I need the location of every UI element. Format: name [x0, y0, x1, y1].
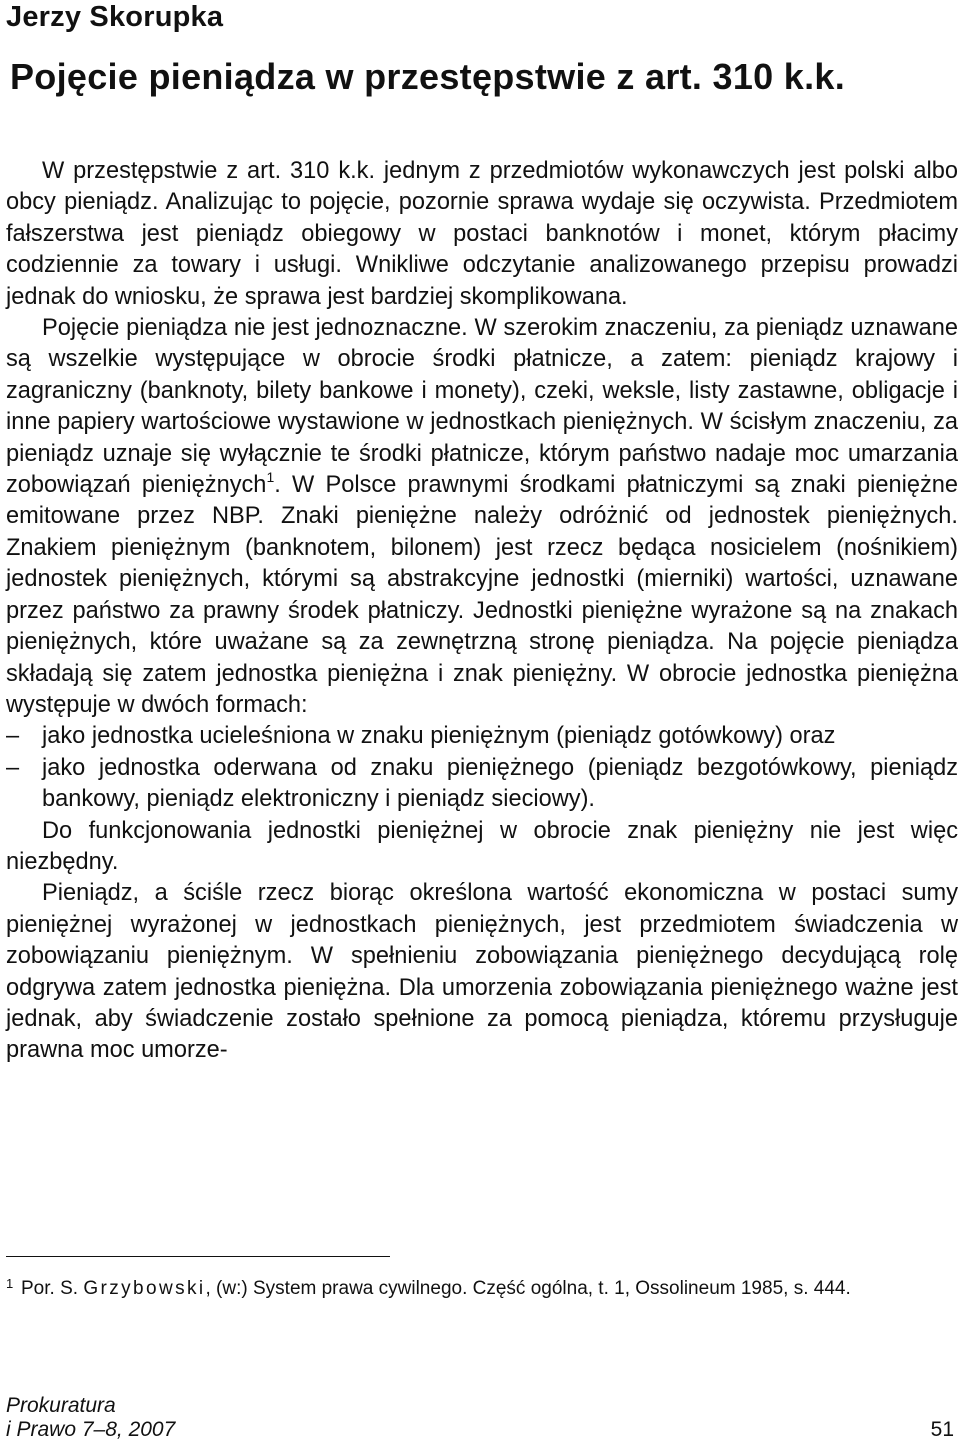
list-item	[6, 753, 958, 816]
journal-name-line2: i Prawo 7–8, 2007	[6, 1418, 176, 1441]
footnote-author: Grzybowski	[83, 1278, 206, 1299]
list-item-text: jako jednostka ucieleśniona w znaku pieniężnym (pieniądz gotówkowy) oraz	[42, 723, 836, 750]
page-number: 51	[930, 1418, 954, 1441]
footnote-separator	[6, 1256, 390, 1257]
paragraph-obligation: Pieniądz, a ściśle rzecz biorąc określona wartość ekonomiczna w postaci sumy pieniężnej wyrażonej w jednostkach pieniężnych, jest przedmiotem świadczenia w zobowiązaniu pieniężnym. W spełnieniu zobowiązania pieniężnego decydującą rolę odgrywa zatem jednostka pieniężna. Dla umorzenia zobowiązania pieniężnego ważne jest jednak, aby świadczenie zostało spełnione za pomocą pieniądza, któremu przysługuje prawna moc umorze-	[6, 880, 958, 1064]
list-item-text: jako jednostka oderwana od znaku pieniężnego (pieniądz bezgotówkowy, pieniądz bankowy, pieniądz elektroniczny i pieniądz sieciowy).	[42, 754, 958, 813]
footnote-reference[interactable]: 1	[266, 469, 275, 486]
paragraph-definition	[6, 313, 958, 721]
paragraph-note: Do funkcjonowania jednostki pieniężnej w obrocie znak pieniężny nie jest więc niezbędny.	[6, 817, 958, 875]
article-body	[6, 156, 958, 1067]
paragraph-definition-text-b: . W Polsce prawnymi środkami płatniczymi są znaki pieniężne emitowane przez NBP. Znaki pieniężne należy odróżnić od jednostek pieniężnych. Znakiem pieniężnym (banknotem, bilonem) jest rzecz będąca nosicielem (nośnikiem) jednostek pieniężnych, którymi są abstrakcyjne jednostki (mierniki) wartości, uznawane przez państwo za prawny środek płatniczy. Jednostki pieniężne wyrażone są na znakach pieniężnych, które uważane są za zewnętrzną stronę pieniądza. Na pojęcie pieniądza składają się zatem jednostka pieniężna i znak pieniężny. W obrocie jednostka pieniężna występuje w dwóch formach:	[6, 472, 958, 718]
dash-bullet: –	[6, 723, 20, 750]
footnote-citation: , (w:) System prawa cywilnego. Część ogólna, t. 1, Ossolineum 1985, s. 444.	[205, 1278, 851, 1299]
paragraph-intro: W przestępstwie z art. 310 k.k. jednym z przedmiotów wykonawczych jest polski albo obcy pieniądz. Analizując to pojęcie, pozornie sprawa wydaje się oczywista. Przedmiotem fałszerstwa jest pieniądz obiegowy w postaci banknotów i monet, którym płacimy codziennie za towary i usługi. Wnikliwe odczytanie analizowanego przepisu prowadzi jednak do wniosku, że sprawa jest bardziej skomplikowana.	[6, 158, 958, 310]
dash-bullet: –	[6, 754, 20, 781]
article-title: Pojęcie pieniądza w przestępstwie z art. 310 k.k.	[10, 56, 846, 97]
author-name: Jerzy Skorupka	[6, 1, 224, 33]
footnote-prefix: Por. S.	[21, 1278, 84, 1299]
paragraph-definition-text-a: Pojęcie pieniądza nie jest jednoznaczne. W szerokim znaczeniu, za pieniądz uznawane są wszelkie występujące w obrocie środki płatnicze, a zatem: pieniądz krajowy i zagraniczny (banknoty, bilety bankowe i monety), czeki, weksle, listy zastawne, obligacje i inne papiery wartościowe wystawione w jednostkach pieniężnych. W ścisłym znaczeniu, za pieniądz uznaje się wyłącznie te środki płatnicze, którym państwo nadaje moc umarzania zobowiązań pieniężnych	[6, 315, 958, 499]
footnote: 1 Por. S. Grzybowski, (w:) System prawa cywilnego. Część ogólna, t. 1, Ossolineum 1985, s. 444.	[6, 1276, 851, 1299]
list-item	[6, 721, 958, 752]
journal-name-line1: Prokuratura	[6, 1394, 116, 1417]
journal-name	[6, 1394, 175, 1442]
